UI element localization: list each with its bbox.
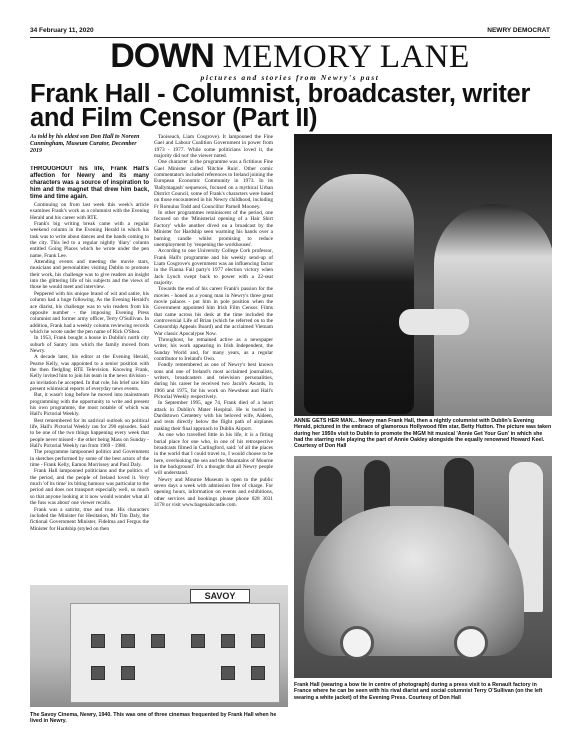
window [151, 634, 165, 648]
paragraph: One character in the programme was a fictitious Fine Gael Minister called 'Ritchie Ruin'. Other comic commentators included references to Ireland joining the European Economic Community in 1973. In its 'Ballymagash' sequences, focused on a mythical Urban District Council, some of Frank's characters were based on those encountered in his Newry childhood, including Fr Romulus Todd and Councillor Parnell Mooney. [154, 159, 273, 210]
paragraph: Frank was a satirist, true and true. His characters included the Minister for Hesitation, Mr Tim Daly, the fictional Government Minister, Fidelma and Fergus the Minister for Hardship (styled on then [30, 506, 149, 532]
paragraph: A decade later, his editor at the Evening Herald, Pearse Kelly, was appointed to a senior position with the then fledgling RTE Television. Knowing Frank, Kelly invited him to join his team in the news division - an invitation he accepted. In that role, his brief saw him present whimsical reports of everyday news events. [30, 354, 149, 392]
car-headlight [340, 626, 374, 660]
article-column-1 [30, 166, 149, 571]
window [91, 634, 105, 648]
photo-car [304, 506, 524, 656]
paragraph: In other programmes reminiscent of the period, one focused on the 'Ministerial opening of a Hair Shirt Factory' while another dived on a broadcast by the Minister for Hardship seen warming his hands over a burning candle whilst promising to reduce unemployment by 'reopening the workhouses'. [154, 210, 273, 248]
masthead-title [30, 37, 550, 75]
photo-renault-factory [294, 456, 552, 678]
article-column-2 [154, 134, 273, 574]
caption-photo-1: ANNIE GETS HER MAN... Newry man Frank Hall, then a nightly columnist with Dublin's Evening Herald, pictured in the embrace of glamorous Hollywood film star, Betty Hutton. The picture was taken during her 1950s visit to Dublin to promote the MGM hit musical 'Annie Get Your Gun' in which she had the starring role playing the part of Annie Oakley alongside the equally renowned Howard Keel. Courtesy of Don Hall [294, 418, 552, 450]
cinema-building [70, 603, 280, 703]
paragraph: Peppered with his unique brand of wit and satire, his column had a huge following. As the Evening Herald's ace diarist, his challenge was to win readers from his opposite number - the imposing Evening Press columnist and former army officer, Terry O'Sullivan. In addition, Frank had a weekly column reviewing records which he wrote under the pen name of Rick O'Shea. [30, 290, 149, 335]
paragraph: In September 1995, age 74, Frank died of a heart attack in Dublin's Mater Hospital. He is buried in Dardistown Cemetery with his beloved wife, Aideen, and rests directly below the flight path of airplanes making their final approach to Dublin Airport. [154, 400, 273, 432]
issue-date: 34 February 11, 2020 [30, 27, 94, 34]
article-byline: As told by his eldest son Don Hall to Noreen Cunningham, Museum Curator, December 2019 [30, 134, 140, 154]
article-headline: Frank Hall - Columnist, broadcaster, writer and Film Censor (Part II) [30, 80, 531, 132]
masthead-memory-lane: MEMORY LANE [222, 39, 470, 75]
window [221, 666, 235, 680]
window [121, 666, 135, 680]
window [91, 666, 105, 680]
article-lead: THROUGHOUT his life, Frank Hall's affection for Newry and its many characters was a source of inspiration to him and the magnet that drew him back, time and time again. [30, 166, 149, 200]
paragraph: Attending events and meeting the movie stars, musicians and personalities visiting Dublin to promote their work, his challenge was to give readers an insight into the glittering life of his subjects and the views of those he would meet and interview. [30, 259, 149, 291]
paragraph: Taoiseach, Liam Cosgrove). It lampooned the Fine Gael and Labour Coalition Government in power from 1973 - 1977. While some politicians loved it, the majority did not' the viewer noted. [154, 134, 273, 160]
masthead-down: DOWN [110, 37, 214, 75]
paragraph: According to one University College Cork professor, Frank Hall's programme and his weekly send-up of Liam Cosgrove's government was an influencing factor in the Fianna Fail party's 1977 election victory when Jack Lynch swept back to power with a 22-seat majority. [154, 248, 273, 286]
newspaper-name: NEWRY DEMOCRAT [487, 27, 550, 34]
paragraph: But, it wasn't long before he moved into mainstream programming with the opportunity to write and present his own programme, the most notable of which was Hall's Pictorial Weekly. [30, 392, 149, 418]
paragraph: Throughout, he remained active as a newspaper writer, his work appearing in Irish Independent, the Sunday World and, for many years, as a regular contributor to Ireland's Own. [154, 337, 273, 363]
caption-photo-2: Frank Hall (wearing a bow tie in centre of photograph) during a press visit to a Renault factory in France where he can be seen with his rival diarist and social columnist Terry O'Sullivan (on the left wearing a white jacket) of the Evening Press. Courtesy of Don Hall [294, 682, 543, 701]
window [221, 634, 235, 648]
paragraph: The programme lampooned politics and Government in sketches performed by some of the best actors of the time - Frank Kelly, Eamon Morrissey and Paul Daly. [30, 449, 149, 469]
paragraph: Newry and Mourne Museum is open to the public seven days a week with admission free of charge. For opening hours, information on events and exhibitions, other services and bookings please phone 028 3031 3178 or visit www.bagenalscastle.com. [154, 476, 273, 508]
paragraph: Frank's big writing break came with a regular weekend column in the Evening Herald in which his task was to write about dances and the bands coming to the city. This led to a regular nightly 'diary' column entitled Going Places which he wrote under the pen name, Frank Lee. [30, 221, 149, 259]
caption-photo-3: The Savoy Cinema, Newry, 1940. This was one of three cinemas frequented by Frank Hall when he lived in Newry. [30, 712, 277, 725]
savoy-sign: SAVOY [190, 589, 250, 603]
section-masthead [30, 37, 550, 82]
masthead-subtitle: pictures and stories from Newry's past [200, 73, 380, 82]
paragraph: Frank Hall lampooned politicians and the politics of the period, and the people of Ireland loved it. Very much 'of its time' its biting humour was particular to the period and does not transport especially well, so much so that anyone looking at it now would wonder what all the fuss was about' one viewer recalls. [30, 468, 149, 507]
paragraph: As one who travelled little in his life, it is a fitting burial place for one who, in one of his retrospective broadcasts filmed in Carlingford, said: 'of all the places in the world that I could travel to, I would choose to be here, overlooking the sea and the Mountains of Mourne in the background'. It's a thought that all Newry people will understand. [154, 432, 273, 477]
car-headlight [454, 626, 488, 660]
photo-figure-man [304, 174, 414, 414]
paragraph: Best remembered for its satirical outlook on political life, Hall's Pictorial Weekly ran for 290 episodes. Said to be one of the two things happening every week that people never missed - the other being Mass on Sunday - Hall's Pictorial Weekly ran from 1969 - 1980. [30, 417, 149, 450]
page-header-bar [30, 26, 550, 38]
window [251, 634, 265, 648]
window [191, 634, 205, 648]
window [251, 666, 265, 680]
photo-frank-hall-betty-hutton [294, 134, 552, 416]
paragraph: Continuing on from last week this week's article examines Frank's work as a columnist with the Evening Herald and his career with RTE. [30, 202, 149, 221]
paragraph: Fondly remembered as one of Newry's best known sons and one of Ireland's most acclaimed journalists, writers, broadcasters and television personalities, during his career he received two Jacob's Awards, in 1966 and 1975, for his work on Newsbeat and Hall's Pictorial Weekly respectively. [154, 362, 273, 401]
window [121, 634, 135, 648]
paragraph: Towards the end of his career Frank's passion for the movies - honed as a young man in Newry's three great movie palaces - put him in pole position when the Government appointed him Irish Film Censor. Films that came across his desk at the time included the controversial Life of Brian (which he referred on to the Censorship Appeals Board) and the acclaimed Vietnam War classic Apocalypse Now. [154, 286, 273, 337]
photo-embrace [399, 309, 469, 335]
photo-savoy-cinema [30, 585, 288, 707]
paragraph: In 1953, Frank bought a house in Dublin's north city suburb of Santry into which the family moved from Newry. [30, 335, 149, 354]
